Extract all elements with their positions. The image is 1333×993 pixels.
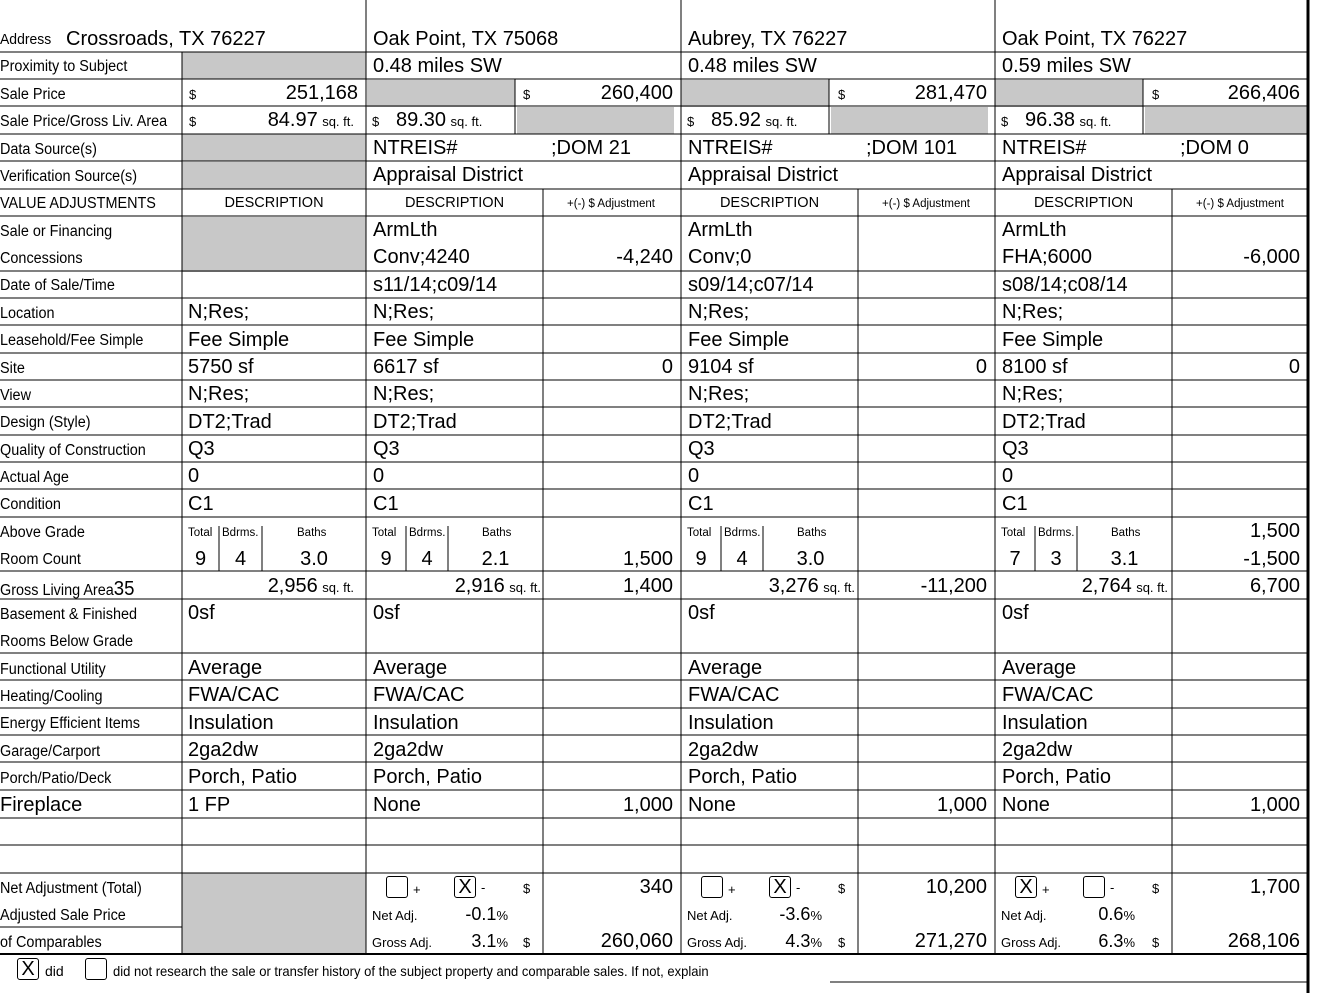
subject-quality: Q3 xyxy=(188,438,215,460)
comp-heating: FWA/CAC xyxy=(1002,684,1094,706)
comp-net-total: 340 xyxy=(639,876,673,898)
comp-view: N;Res; xyxy=(1002,383,1064,405)
label-net-adjustment: Net Adjustment (Total) xyxy=(0,880,142,897)
comp-gla-value: 2,764 xyxy=(1081,575,1132,597)
comp-fireplace-adj: 1,000 xyxy=(622,794,673,816)
comp-gross-pct xyxy=(1098,932,1135,951)
comp-gross-pct xyxy=(785,932,822,951)
comp-gla-unit: sq. ft. xyxy=(1136,580,1168,595)
comp-bdrms-header: Bdrms. xyxy=(1038,527,1075,539)
net-dollar: $ xyxy=(838,881,846,896)
comp-description-header: DESCRIPTION xyxy=(1033,195,1134,211)
subject-site: 5750 sf xyxy=(188,356,254,378)
comp-financing-2: Conv;4240 xyxy=(373,246,470,268)
subject-address: Crossroads, TX 76227 xyxy=(66,28,266,50)
comp-above-adj: 1,500 xyxy=(1249,520,1300,542)
comp-proximity: 0.48 miles SW xyxy=(688,55,817,77)
comp-net-pct-sign: % xyxy=(496,908,508,923)
comp-condition: C1 xyxy=(688,493,714,515)
comp-price-per-sqft xyxy=(396,110,482,130)
comp-functional: Average xyxy=(1002,657,1077,679)
comp-dom: ;DOM 0 xyxy=(1180,137,1249,159)
comp-site: 6617 sf xyxy=(373,356,439,378)
subject-dollar-2: $ xyxy=(189,114,197,129)
comp-sale-price: 260,400 xyxy=(600,82,673,104)
comp-date: s08/14;c08/14 xyxy=(1002,274,1128,296)
comparable-1 xyxy=(366,0,681,954)
subject-ppsf-value: 84.97 xyxy=(267,109,318,131)
comp-location: N;Res; xyxy=(373,301,435,323)
comp-gla-adj: -11,200 xyxy=(920,575,987,597)
comp-site: 9104 sf xyxy=(688,356,754,378)
comp-basement: 0sf xyxy=(1002,602,1029,624)
subject-age: 0 xyxy=(188,465,200,487)
label-gla xyxy=(0,579,134,599)
adjusted-dollar: $ xyxy=(838,935,846,950)
comp-proximity: 0.59 miles SW xyxy=(1002,55,1131,77)
comp-gla xyxy=(455,576,541,596)
comp-financing-1: ArmLth xyxy=(373,219,438,241)
comp-fireplace: None xyxy=(688,794,736,816)
comp-quality: Q3 xyxy=(1002,438,1029,460)
subject-fireplace: 1 FP xyxy=(188,794,231,816)
subject-gla-unit: sq. ft. xyxy=(322,580,354,595)
comp-garage: 2ga2dw xyxy=(373,739,444,761)
comp-adjustment-header: +(-) $ Adjustment xyxy=(567,198,655,210)
subject-location: N;Res; xyxy=(188,301,250,323)
label-adjusted-2: of Comparables xyxy=(0,934,102,951)
comp-garage: 2ga2dw xyxy=(688,739,759,761)
comp-ppsf-value: 85.92 xyxy=(711,109,762,131)
comp-fireplace-adj: 1,000 xyxy=(1249,794,1300,816)
comp-site-adj: 0 xyxy=(661,356,673,378)
subject-porch: Porch, Patio xyxy=(188,766,297,788)
comp-total-header: Total xyxy=(1001,527,1026,539)
label-gla-num: 35 xyxy=(113,578,135,600)
comp-gross-pct-sign: % xyxy=(1123,935,1135,950)
net-plus-checkbox[interactable] xyxy=(386,876,408,898)
did-research-checkbox[interactable]: X xyxy=(17,958,39,980)
net-plus-checkbox[interactable]: X xyxy=(1015,876,1037,898)
net-adj-label: Net Adj. xyxy=(1001,908,1047,923)
label-condition: Condition xyxy=(0,496,61,513)
comp-gla xyxy=(769,576,855,596)
comp-sqft-unit: sq. ft. xyxy=(765,114,798,129)
label-fireplace: Fireplace xyxy=(0,794,83,816)
comp-bdrms-header: Bdrms. xyxy=(724,527,761,539)
comp-leasehold: Fee Simple xyxy=(1002,329,1104,351)
did-not-research-checkbox[interactable] xyxy=(85,958,107,980)
comp-adjusted-price: 268,106 xyxy=(1227,930,1300,952)
subject-basement: 0sf xyxy=(188,602,215,624)
comp-net-pct xyxy=(779,905,822,924)
label-porch: Porch/Patio/Deck xyxy=(0,770,112,787)
comp-description-header: DESCRIPTION xyxy=(719,195,820,211)
did-not-research-label: did not research the sale or transfer history of the subject property and comparable sales. If not, explain xyxy=(113,963,709,979)
subject-total-header: Total xyxy=(188,527,213,539)
subject-description-header: DESCRIPTION xyxy=(224,195,324,211)
label-heating-cooling: Heating/Cooling xyxy=(0,688,103,705)
net-minus-label: - xyxy=(481,880,486,895)
comparable-3 xyxy=(995,0,1308,954)
subject-functional: Average xyxy=(188,657,263,679)
comp-rooms-total: 9 xyxy=(380,548,392,570)
label-date-of-sale: Date of Sale/Time xyxy=(0,277,115,294)
subject-energy: Insulation xyxy=(188,712,274,734)
subject-garage: 2ga2dw xyxy=(188,739,259,761)
subject-rooms-bdrms: 4 xyxy=(234,548,247,570)
comp-gross-pct-value: 4.3 xyxy=(785,931,811,951)
comp-address: Oak Point, TX 76227 xyxy=(1002,28,1188,50)
label-garage: Garage/Carport xyxy=(0,743,101,760)
comp-net-pct-sign: % xyxy=(810,908,822,923)
comp-dollar-2: $ xyxy=(1001,114,1009,129)
comp-gla-adj: 1,400 xyxy=(622,575,673,597)
subject-heating: FWA/CAC xyxy=(188,684,280,706)
label-above-grade: Above Grade xyxy=(0,524,85,541)
comp-gross-pct-value: 3.1 xyxy=(471,931,497,951)
comp-financing-adj: -6,000 xyxy=(1243,246,1300,268)
comp-gross-pct xyxy=(471,932,508,951)
comp-functional: Average xyxy=(373,657,448,679)
label-location: Location xyxy=(0,305,55,322)
comp-heating: FWA/CAC xyxy=(373,684,465,706)
net-minus-label: - xyxy=(796,880,801,895)
comp-net-total: 10,200 xyxy=(925,876,987,898)
net-minus-label: - xyxy=(1110,880,1115,895)
comp-dom: ;DOM 21 xyxy=(551,137,632,159)
adjusted-dollar: $ xyxy=(523,935,531,950)
label-sale-price-gla: Sale Price/Gross Liv. Area xyxy=(0,113,168,130)
comp-dollar: $ xyxy=(838,87,846,102)
comp-financing-1: ArmLth xyxy=(688,219,753,241)
net-dollar: $ xyxy=(523,881,531,896)
gross-adj-label: Gross Adj. xyxy=(1001,935,1061,950)
gross-adj-label: Gross Adj. xyxy=(687,935,747,950)
label-site: Site xyxy=(0,360,25,377)
subject-rooms-total: 9 xyxy=(194,548,207,570)
subject-baths-header: Baths xyxy=(297,527,327,539)
comp-porch: Porch, Patio xyxy=(1002,766,1111,788)
comp-net-total: 1,700 xyxy=(1249,876,1300,898)
net-plus-label: + xyxy=(1042,882,1050,897)
label-sale-price: Sale Price xyxy=(0,86,66,103)
comp-net-pct-value: -0.1 xyxy=(465,904,497,924)
comp-leasehold: Fee Simple xyxy=(373,329,475,351)
did-research-label: did xyxy=(45,963,64,979)
net-adj-label: Net Adj. xyxy=(372,908,418,923)
comp-view: N;Res; xyxy=(688,383,750,405)
label-design: Design (Style) xyxy=(0,414,91,431)
comp-condition: C1 xyxy=(373,493,399,515)
net-plus-checkbox[interactable] xyxy=(701,876,723,898)
label-verification-source: Verification Source(s) xyxy=(0,168,138,185)
label-sale-financing-1: Sale or Financing xyxy=(0,223,113,240)
comp-rooms-adj: 1,500 xyxy=(622,548,673,570)
comp-basement: 0sf xyxy=(688,602,715,624)
subject-leasehold: Fee Simple xyxy=(188,329,290,351)
comp-gross-pct-sign: % xyxy=(810,935,822,950)
comp-sale-price: 266,406 xyxy=(1227,82,1300,104)
comp-net-pct xyxy=(465,905,508,924)
comp-data-source: NTREIS# xyxy=(1002,137,1087,159)
comp-adjusted-price: 260,060 xyxy=(600,930,673,952)
label-energy: Energy Efficient Items xyxy=(0,715,140,732)
comp-design: DT2;Trad xyxy=(1002,411,1086,433)
comp-site: 8100 sf xyxy=(1002,356,1068,378)
net-adj-label: Net Adj. xyxy=(687,908,733,923)
comp-sale-price: 281,470 xyxy=(914,82,987,104)
comp-site-adj: 0 xyxy=(975,356,987,378)
label-quality: Quality of Construction xyxy=(0,442,146,459)
comp-view: N;Res; xyxy=(373,383,435,405)
comp-adjustment-header: +(-) $ Adjustment xyxy=(882,198,970,210)
comp-location: N;Res; xyxy=(688,301,750,323)
comp-basement: 0sf xyxy=(373,602,400,624)
comp-gla-value: 3,276 xyxy=(768,575,819,597)
net-plus-label: + xyxy=(413,882,421,897)
subject-gla-value: 2,956 xyxy=(267,575,318,597)
subject-rooms-baths: 3.0 xyxy=(300,548,328,570)
comp-verification: Appraisal District xyxy=(373,164,524,186)
label-basement-1: Basement & Finished xyxy=(0,606,138,623)
comp-rooms-adj: -1,500 xyxy=(1243,548,1300,570)
subject-bdrms-header: Bdrms. xyxy=(222,527,259,539)
comp-condition: C1 xyxy=(1002,493,1028,515)
comp-age: 0 xyxy=(1002,465,1014,487)
subject-sqft-unit: sq. ft. xyxy=(322,114,354,129)
comp-fireplace: None xyxy=(373,794,421,816)
comp-dollar-2: $ xyxy=(687,114,695,129)
subject-dollar: $ xyxy=(189,87,197,102)
comp-gla xyxy=(1082,576,1168,596)
comp-sqft-unit: sq. ft. xyxy=(450,114,483,129)
comp-address: Oak Point, TX 75068 xyxy=(373,28,559,50)
comp-verification: Appraisal District xyxy=(1002,164,1153,186)
comp-garage: 2ga2dw xyxy=(1002,739,1073,761)
comp-rooms-baths: 2.1 xyxy=(481,548,510,570)
explain-field[interactable] xyxy=(830,962,1308,982)
label-room-count: Room Count xyxy=(0,551,81,568)
net-minus-checkbox[interactable] xyxy=(1083,876,1105,898)
label-sale-financing-2: Concessions xyxy=(0,250,83,267)
label-proximity: Proximity to Subject xyxy=(0,58,128,75)
label-gla-text: Gross Living Area xyxy=(0,582,114,599)
label-address: Address xyxy=(0,31,52,48)
comp-data-source: NTREIS# xyxy=(373,137,458,159)
comp-porch: Porch, Patio xyxy=(688,766,797,788)
comp-total-header: Total xyxy=(372,527,397,539)
comp-energy: Insulation xyxy=(688,712,774,734)
subject-sale-price: 251,168 xyxy=(285,82,358,104)
comp-rooms-bdrms: 4 xyxy=(736,548,748,570)
comp-date: s11/14;c09/14 xyxy=(373,274,498,296)
comp-proximity: 0.48 miles SW xyxy=(373,55,502,77)
comp-price-per-sqft xyxy=(711,110,797,130)
comp-rooms-bdrms: 3 xyxy=(1050,548,1062,570)
comp-financing-2: FHA;6000 xyxy=(1002,246,1093,268)
comp-rooms-baths: 3.0 xyxy=(796,548,825,570)
comp-rooms-bdrms: 4 xyxy=(421,548,433,570)
comp-age: 0 xyxy=(688,465,700,487)
comp-price-per-sqft xyxy=(1025,110,1111,130)
comp-data-source: NTREIS# xyxy=(688,137,773,159)
comp-address: Aubrey, TX 76227 xyxy=(688,28,848,50)
comp-heating: FWA/CAC xyxy=(688,684,780,706)
comp-design: DT2;Trad xyxy=(688,411,772,433)
comp-dollar: $ xyxy=(523,87,531,102)
comp-verification: Appraisal District xyxy=(688,164,839,186)
comp-description-header: DESCRIPTION xyxy=(404,195,505,211)
net-dollar: $ xyxy=(1152,881,1160,896)
comp-energy: Insulation xyxy=(373,712,459,734)
comp-date: s09/14;c07/14 xyxy=(688,274,814,296)
comp-site-adj: 0 xyxy=(1288,356,1300,378)
comp-fireplace-adj: 1,000 xyxy=(936,794,987,816)
subject-gla xyxy=(268,576,354,596)
subject-price-per-sqft xyxy=(268,110,354,130)
label-view: View xyxy=(0,387,31,404)
comp-net-pct-sign: % xyxy=(1123,908,1135,923)
comp-net-pct xyxy=(1098,905,1135,924)
label-adjusted-1: Adjusted Sale Price xyxy=(0,907,126,924)
comp-financing-2: Conv;0 xyxy=(688,246,752,268)
comp-net-pct-value: 0.6 xyxy=(1098,904,1124,924)
comp-baths-header: Baths xyxy=(797,527,827,539)
label-value-adjustments: VALUE ADJUSTMENTS xyxy=(0,195,156,212)
comp-fireplace: None xyxy=(1002,794,1050,816)
subject-design: DT2;Trad xyxy=(188,411,272,433)
comp-dollar: $ xyxy=(1152,87,1160,102)
comp-design: DT2;Trad xyxy=(373,411,457,433)
comp-rooms-baths: 3.1 xyxy=(1110,548,1139,570)
comp-gla-unit: sq. ft. xyxy=(509,580,541,595)
comp-financing-adj: -4,240 xyxy=(616,246,673,268)
comp-gla-adj: 6,700 xyxy=(1249,575,1300,597)
comp-porch: Porch, Patio xyxy=(373,766,482,788)
comp-rooms-total: 9 xyxy=(695,548,707,570)
subject-view: N;Res; xyxy=(188,383,250,405)
comp-gross-pct-value: 6.3 xyxy=(1098,931,1124,951)
comp-gla-unit: sq. ft. xyxy=(823,580,855,595)
comp-bdrms-header: Bdrms. xyxy=(409,527,446,539)
comp-rooms-total: 7 xyxy=(1009,548,1021,570)
comp-gla-value: 2,916 xyxy=(454,575,505,597)
comp-adjusted-price: 271,270 xyxy=(914,930,987,952)
comp-quality: Q3 xyxy=(688,438,715,460)
label-functional-utility: Functional Utility xyxy=(0,661,106,678)
comp-total-header: Total xyxy=(687,527,712,539)
label-basement-2: Rooms Below Grade xyxy=(0,633,134,650)
comp-net-pct-value: -3.6 xyxy=(779,904,811,924)
label-data-source: Data Source(s) xyxy=(0,141,97,158)
net-minus-checkbox[interactable]: X xyxy=(769,876,791,898)
comp-financing-1: ArmLth xyxy=(1002,219,1067,241)
comp-location: N;Res; xyxy=(1002,301,1064,323)
adjusted-dollar: $ xyxy=(1152,935,1160,950)
comparable-2 xyxy=(681,0,995,954)
comp-ppsf-value: 89.30 xyxy=(396,109,447,131)
net-plus-label: + xyxy=(728,882,736,897)
subject-condition: C1 xyxy=(188,493,214,515)
net-minus-checkbox[interactable]: X xyxy=(454,876,476,898)
comp-quality: Q3 xyxy=(373,438,400,460)
comp-leasehold: Fee Simple xyxy=(688,329,790,351)
comp-adjustment-header: +(-) $ Adjustment xyxy=(1196,198,1284,210)
comp-sqft-unit: sq. ft. xyxy=(1079,114,1112,129)
comp-baths-header: Baths xyxy=(1111,527,1141,539)
comp-ppsf-value: 96.38 xyxy=(1025,109,1076,131)
comp-dom: ;DOM 101 xyxy=(866,137,958,159)
label-leasehold: Leasehold/Fee Simple xyxy=(0,332,144,349)
comp-dollar-2: $ xyxy=(372,114,380,129)
comp-gross-pct-sign: % xyxy=(496,935,508,950)
comp-age: 0 xyxy=(373,465,385,487)
label-actual-age: Actual Age xyxy=(0,469,69,486)
comp-functional: Average xyxy=(688,657,763,679)
comp-energy: Insulation xyxy=(1002,712,1088,734)
gross-adj-label: Gross Adj. xyxy=(372,935,432,950)
comp-baths-header: Baths xyxy=(482,527,512,539)
